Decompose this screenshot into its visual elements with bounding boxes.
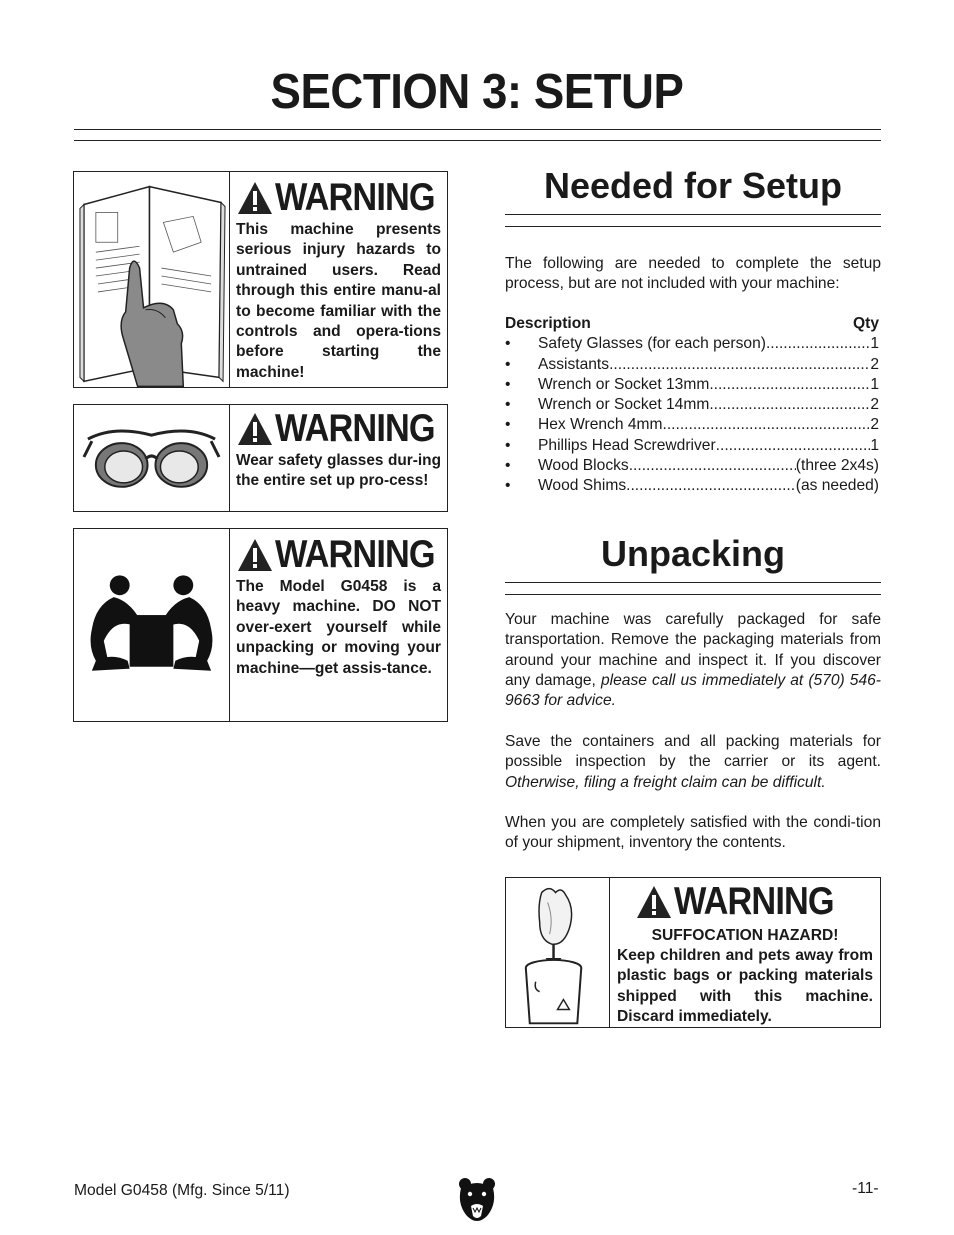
list-item bbox=[505, 436, 879, 456]
description-column-header: Description bbox=[505, 315, 591, 332]
needed-intro: The following are needed to complete the setup process, but are not included with your machine: bbox=[505, 255, 881, 293]
two-person-lift-icon bbox=[74, 529, 230, 721]
warning-box-heavy-lift bbox=[73, 528, 448, 722]
bullet-icon: • bbox=[505, 457, 511, 475]
item-name: Phillips Head Screwdriver bbox=[538, 436, 716, 454]
footer-page-number: -11- bbox=[852, 1180, 879, 1197]
item-qty: 2 bbox=[870, 396, 879, 414]
list-item bbox=[505, 375, 879, 395]
list-item bbox=[505, 355, 879, 375]
bullet-icon: • bbox=[505, 355, 511, 373]
unpacking-p2-text: Save the containers and all packing materials for possible inspection by the carrier or its agent. bbox=[505, 733, 881, 771]
warning-label bbox=[236, 409, 441, 449]
item-name: Wood Shims bbox=[538, 477, 627, 495]
unpacking-p2-italic: Otherwise, filing a freight claim can be difficult. bbox=[505, 773, 826, 791]
warning-text: This machine presents serious injury hazards to untrained users. Read through this entire manu-al to become familiar with the controls and opera-tions before starting the machine! bbox=[236, 221, 441, 381]
warning-content-heavy-lift bbox=[230, 529, 447, 721]
list-item bbox=[505, 395, 879, 415]
warning-triangle-icon bbox=[236, 180, 274, 216]
warning-word: WARNING bbox=[673, 880, 834, 923]
unpacking-p1-italic: please call us immediately at (570) 546-9663 for advice. bbox=[505, 671, 881, 710]
title-rule-top bbox=[74, 129, 881, 130]
section-title: SECTION 3: SETUP bbox=[270, 65, 684, 119]
leader-dots bbox=[716, 436, 871, 456]
needed-for-setup-heading: Needed for Setup bbox=[543, 165, 843, 206]
leader-dots bbox=[626, 476, 796, 496]
item-name: Wood Blocks bbox=[538, 457, 629, 475]
warning-box-suffocation bbox=[505, 877, 881, 1028]
item-qty: (three 2x4s) bbox=[795, 457, 879, 475]
item-qty: 1 bbox=[870, 335, 879, 353]
item-name: Assistants bbox=[538, 355, 610, 373]
list-item bbox=[505, 415, 879, 435]
footer-model: Model G0458 (Mfg. Since 5/11) bbox=[74, 1182, 290, 1199]
title-rule-bottom bbox=[74, 140, 881, 141]
bullet-icon: • bbox=[505, 396, 511, 414]
warning-box-manual bbox=[73, 171, 448, 388]
unpacking-paragraph-3: When you are completely satisfied with the condi-tion of your shipment, inventory the contents. bbox=[505, 814, 881, 852]
needed-rule-bottom bbox=[505, 226, 881, 227]
warning-subtitle: SUFFOCATION HAZARD! bbox=[651, 927, 839, 944]
warning-content-safety-glasses bbox=[230, 405, 447, 511]
leader-dots bbox=[609, 355, 870, 375]
unpacking-heading: Unpacking bbox=[600, 533, 786, 574]
item-name: Safety Glasses (for each person) bbox=[538, 335, 766, 353]
list-header bbox=[505, 314, 879, 334]
leader-dots bbox=[766, 334, 870, 354]
item-name: Wrench or Socket 14mm bbox=[538, 396, 710, 414]
warning-word: WARNING bbox=[275, 533, 435, 576]
item-qty: (as needed) bbox=[795, 477, 879, 495]
warning-word: WARNING bbox=[275, 176, 435, 219]
unpacking-rule-top bbox=[505, 582, 881, 583]
item-qty: 2 bbox=[870, 355, 879, 373]
item-name: Wrench or Socket 13mm bbox=[538, 375, 710, 393]
item-name: Hex Wrench 4mm bbox=[538, 416, 663, 434]
leader-dots bbox=[629, 456, 796, 476]
list-item bbox=[505, 476, 879, 496]
unpacking-paragraph-2 bbox=[505, 732, 881, 793]
manual-reading-icon bbox=[74, 172, 230, 387]
bear-head-logo-icon bbox=[457, 1176, 497, 1224]
warning-label bbox=[236, 178, 441, 218]
warning-triangle-icon bbox=[236, 537, 274, 573]
list-item bbox=[505, 334, 879, 354]
safety-glasses-icon bbox=[74, 405, 230, 511]
leader-dots bbox=[663, 415, 871, 435]
warning-text: The Model G0458 is a heavy machine. DO NOT over-exert yourself while unpacking or moving your machine—get assis-tance. bbox=[236, 578, 441, 677]
warning-label bbox=[617, 882, 873, 922]
bullet-icon: • bbox=[505, 436, 511, 454]
unpacking-rule-bottom bbox=[505, 594, 881, 595]
unpacking-paragraph-1 bbox=[505, 610, 881, 711]
needed-items-list bbox=[505, 314, 879, 497]
warning-text: Wear safety glasses dur-ing the entire set up pro-cess! bbox=[236, 452, 441, 490]
bullet-icon: • bbox=[505, 477, 511, 495]
qty-column-header: Qty bbox=[853, 315, 879, 332]
bullet-icon: • bbox=[505, 375, 511, 393]
plastic-bag-trash-icon bbox=[506, 878, 610, 1027]
warning-label bbox=[236, 535, 441, 575]
list-item bbox=[505, 456, 879, 476]
warning-word: WARNING bbox=[275, 407, 435, 450]
unpacking-p1-text: Your machine was carefully packaged for safe transportation. Remove the packaging materials from around your machine and inspect it. If you discover any damage, bbox=[505, 611, 881, 689]
warning-box-safety-glasses bbox=[73, 404, 448, 512]
bullet-icon: • bbox=[505, 416, 511, 434]
bullet-icon: • bbox=[505, 335, 511, 353]
needed-rule-top bbox=[505, 214, 881, 215]
leader-dots bbox=[709, 375, 870, 395]
leader-dots bbox=[709, 395, 870, 415]
items-container bbox=[505, 334, 879, 496]
item-qty: 1 bbox=[870, 436, 879, 454]
item-qty: 1 bbox=[870, 375, 879, 393]
warning-text: Keep children and pets away from plastic bags or packing materials shipped with this machine. Discard immediately. bbox=[617, 947, 873, 1026]
warning-content-suffocation bbox=[610, 878, 880, 1027]
warning-content-manual bbox=[230, 172, 447, 387]
warning-triangle-icon bbox=[635, 884, 673, 920]
item-qty: 2 bbox=[870, 416, 879, 434]
warning-triangle-icon bbox=[236, 411, 274, 447]
